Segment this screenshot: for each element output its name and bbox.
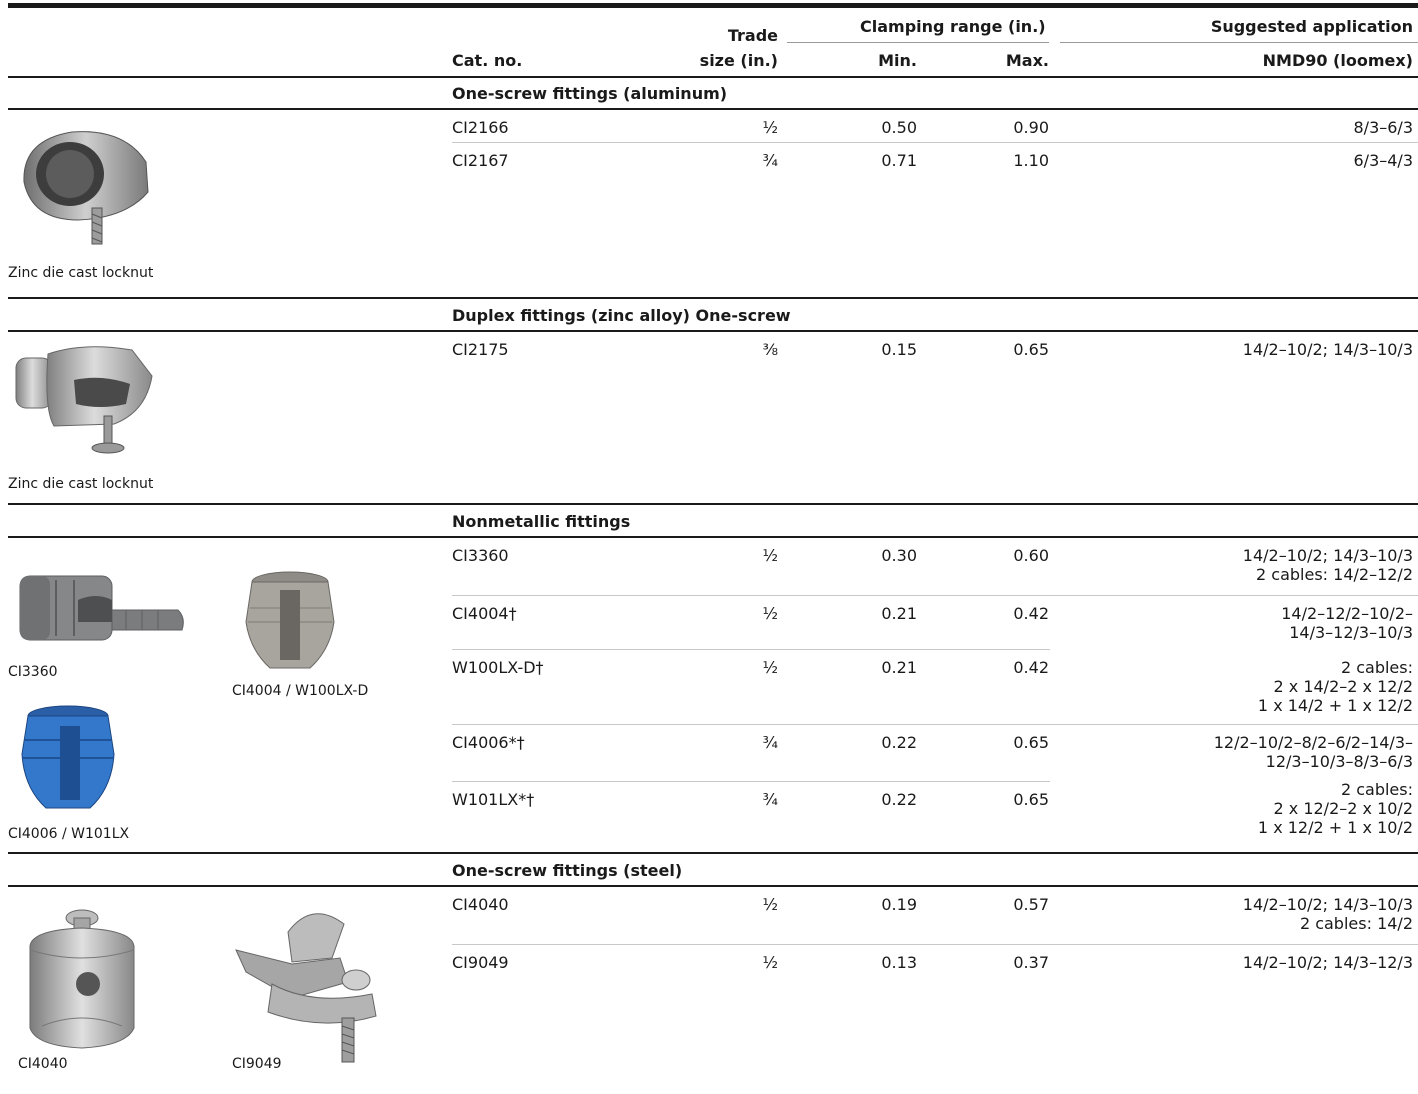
row-divider — [452, 649, 1050, 650]
image-caption: CI3360 — [8, 664, 58, 680]
trade-size: ½ — [762, 546, 778, 565]
header-suggested-application: Suggested application — [1210, 17, 1413, 36]
trade-size: ¾ — [762, 151, 778, 170]
header-size: size (in.) — [699, 51, 778, 70]
application: 14/2–10/2; 14/3–10/3 — [1242, 340, 1413, 359]
section-rule — [8, 108, 1418, 110]
clamp-min: 0.19 — [881, 895, 917, 914]
image-caption: Zinc die cast locknut — [8, 476, 154, 492]
row-divider — [452, 944, 1418, 945]
header-nmd90: NMD90 (loomex) — [1262, 51, 1413, 70]
image-caption: CI4040 — [18, 1056, 68, 1072]
connector-steel-icon — [22, 906, 144, 1054]
application: 8/3–6/3 — [1353, 118, 1413, 137]
section-rule — [8, 76, 1418, 78]
clamp-max: 0.57 — [1013, 895, 1049, 914]
application: 12/2–10/2–8/2–6/2–14/3– 12/3–10/3–8/3–6/3 — [1213, 733, 1413, 771]
clamp-max: 0.42 — [1013, 604, 1049, 623]
section-rule — [8, 852, 1418, 854]
application: 14/2–10/2; 14/3–12/3 — [1242, 953, 1413, 972]
clamp-min: 0.50 — [881, 118, 917, 137]
header-max: Max. — [1005, 51, 1049, 70]
clamp-max: 1.10 — [1013, 151, 1049, 170]
clamp-max: 0.42 — [1013, 658, 1049, 677]
header-min: Min. — [878, 51, 917, 70]
header-clamping-range: Clamping range (in.) — [860, 17, 1046, 36]
cat-no: CI2175 — [452, 340, 509, 359]
cat-no: CI2167 — [452, 151, 509, 170]
header-suggested-underline — [1060, 42, 1418, 43]
clamp-max: 0.60 — [1013, 546, 1049, 565]
header-trade: Trade — [727, 26, 778, 45]
row-divider — [452, 781, 1050, 782]
cat-no: CI4006*† — [452, 733, 525, 752]
clamp-min: 0.15 — [881, 340, 917, 359]
connector-tan-nonmetallic-icon — [240, 570, 338, 674]
clamp-min: 0.30 — [881, 546, 917, 565]
cat-no: W100LX-D† — [452, 658, 544, 677]
section-rule — [8, 503, 1418, 505]
clamp-min: 0.13 — [881, 953, 917, 972]
connector-aluminum-icon — [14, 122, 154, 248]
trade-size: ½ — [762, 118, 778, 137]
clamp-min: 0.22 — [881, 733, 917, 752]
application: 14/2–10/2; 14/3–10/3 2 cables: 14/2–12/2 — [1242, 546, 1413, 584]
application: 2 cables: 2 x 14/2–2 x 12/2 1 x 14/2 + 1 x 12/2 — [1257, 658, 1413, 715]
section-title: Nonmetallic fittings — [452, 512, 631, 531]
section-rule — [8, 536, 1418, 538]
clamp-min: 0.21 — [881, 658, 917, 677]
image-caption: CI9049 — [232, 1056, 282, 1072]
trade-size: ½ — [762, 895, 778, 914]
trade-size: ¾ — [762, 790, 778, 809]
connector-duplex-icon — [14, 340, 156, 460]
connector-blue-nonmetallic-icon — [18, 704, 118, 814]
image-caption: CI4004 / W100LX-D — [232, 683, 369, 699]
cat-no: CI9049 — [452, 953, 509, 972]
trade-size: ⅜ — [762, 340, 778, 359]
cat-no: CI4040 — [452, 895, 509, 914]
clamp-max: 0.65 — [1013, 790, 1049, 809]
connector-grey-nonmetallic-icon — [16, 570, 188, 662]
cat-no: CI2166 — [452, 118, 509, 137]
header-clamping-underline — [787, 42, 1049, 43]
application: 6/3–4/3 — [1353, 151, 1413, 170]
trade-size: ½ — [762, 953, 778, 972]
section-title: Duplex fittings (zinc alloy) One-screw — [452, 306, 791, 325]
section-rule — [8, 297, 1418, 299]
clamp-max: 0.90 — [1013, 118, 1049, 137]
clamp-min: 0.71 — [881, 151, 917, 170]
section-rule — [8, 330, 1418, 332]
clamp-min: 0.21 — [881, 604, 917, 623]
top-rule — [8, 3, 1418, 8]
clamp-max: 0.37 — [1013, 953, 1049, 972]
cat-no: W101LX*† — [452, 790, 535, 809]
section-rule — [8, 885, 1418, 887]
application: 14/2–12/2–10/2– 14/3–12/3–10/3 — [1281, 604, 1413, 642]
clamp-max: 0.65 — [1013, 340, 1049, 359]
clamp-max: 0.65 — [1013, 733, 1049, 752]
clamp-min: 0.22 — [881, 790, 917, 809]
row-divider — [452, 595, 1418, 596]
trade-size: ½ — [762, 604, 778, 623]
image-caption: Zinc die cast locknut — [8, 265, 154, 281]
trade-size: ¾ — [762, 733, 778, 752]
row-divider — [452, 142, 1418, 143]
cat-no: CI4004† — [452, 604, 517, 623]
connector-steel-clamp-icon — [232, 902, 384, 1072]
section-title: One-screw fittings (aluminum) — [452, 84, 728, 103]
row-divider — [452, 724, 1418, 725]
application: 14/2–10/2; 14/3–10/3 2 cables: 14/2 — [1242, 895, 1413, 933]
cat-no: CI3360 — [452, 546, 509, 565]
trade-size: ½ — [762, 658, 778, 677]
image-caption: CI4006 / W101LX — [8, 826, 130, 842]
application: 2 cables: 2 x 12/2–2 x 10/2 1 x 12/2 + 1 x 10/2 — [1257, 780, 1413, 837]
section-title: One-screw fittings (steel) — [452, 861, 683, 880]
header-cat-no: Cat. no. — [452, 51, 523, 70]
